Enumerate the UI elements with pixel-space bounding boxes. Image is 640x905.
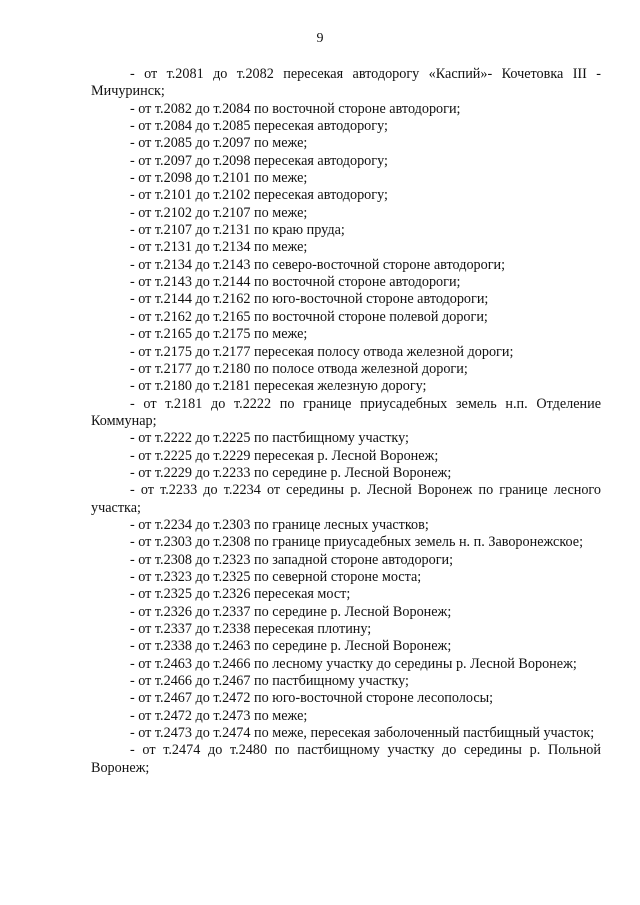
boundary-paragraph: - от т.2323 до т.2325 по северной стороне моста; xyxy=(130,568,422,585)
boundary-paragraph: - от т.2467 до т.2472 по юго-восточной стороне лесополосы; xyxy=(130,690,494,707)
boundary-paragraph: - от т.2082 до т.2084 по восточной стороне автодороги; xyxy=(130,100,461,117)
boundary-paragraph: - от т.2233 до т.2234 от середины р. Лесной Воронеж по границе лесного участка; xyxy=(91,482,601,516)
boundary-paragraph: - от т.2131 до т.2134 по меже; xyxy=(130,239,308,256)
boundary-paragraph: - от т.2303 до т.2308 по границе приусадебных земель н. п. Заворонежское; xyxy=(130,534,584,551)
boundary-paragraph: - от т.2081 до т.2082 пересекая автодорогу «Каспий»- Кочетовка III - Мичуринск; xyxy=(91,66,601,100)
boundary-paragraph: - от т.2134 до т.2143 по северо-восточной стороне автодороги; xyxy=(130,256,506,273)
boundary-paragraph: - от т.2326 до т.2337 по середине р. Лесной Воронеж; xyxy=(130,603,452,620)
document-body xyxy=(91,66,601,777)
boundary-paragraph: - от т.2102 до т.2107 по меже; xyxy=(130,204,308,221)
boundary-paragraph: - от т.2234 до т.2303 по границе лесных участков; xyxy=(130,516,429,533)
boundary-paragraph: - от т.2466 до т.2467 по пастбищному участку; xyxy=(130,673,409,690)
boundary-paragraph: - от т.2463 до т.2466 по лесному участку до середины р. Лесной Воронеж; xyxy=(130,655,577,672)
boundary-paragraph: - от т.2101 до т.2102 пересекая автодорогу; xyxy=(130,187,388,204)
boundary-paragraph: - от т.2177 до т.2180 по полосе отвода железной дороги; xyxy=(130,360,468,377)
boundary-paragraph: - от т.2222 до т.2225 по пастбищному участку; xyxy=(130,430,409,447)
boundary-paragraph: - от т.2162 до т.2165 по восточной стороне полевой дороги; xyxy=(130,308,488,325)
boundary-paragraph: - от т.2325 до т.2326 пересекая мост; xyxy=(130,586,351,603)
boundary-paragraph: - от т.2181 до т.2222 по границе приусадебных земель н.п. Отделение Коммунар; xyxy=(91,395,601,429)
boundary-paragraph: - от т.2084 до т.2085 пересекая автодорогу; xyxy=(130,118,388,135)
boundary-paragraph: - от т.2107 до т.2131 по краю пруда; xyxy=(130,222,345,239)
boundary-paragraph: - от т.2308 до т.2323 по западной стороне автодороги; xyxy=(130,551,454,568)
boundary-paragraph: - от т.2144 до т.2162 по юго-восточной стороне автодороги; xyxy=(130,291,489,308)
boundary-paragraph: - от т.2175 до т.2177 пересекая полосу отвода железной дороги; xyxy=(130,343,514,360)
boundary-paragraph: - от т.2180 до т.2181 пересекая железную дорогу; xyxy=(130,378,427,395)
boundary-paragraph: - от т.2473 до т.2474 по меже, пересекая заболоченный пастбищный участок; xyxy=(130,725,595,742)
boundary-paragraph: - от т.2085 до т.2097 по меже; xyxy=(130,135,308,152)
boundary-paragraph: - от т.2225 до т.2229 пересекая р. Лесной Воронеж; xyxy=(130,447,439,464)
boundary-paragraph: - от т.2098 до т.2101 по меже; xyxy=(130,170,308,187)
boundary-paragraph: - от т.2143 до т.2144 по восточной стороне автодороги; xyxy=(130,274,461,291)
boundary-paragraph: - от т.2165 до т.2175 по меже; xyxy=(130,326,308,343)
boundary-paragraph: - от т.2472 до т.2473 по меже; xyxy=(130,707,308,724)
page-number: 9 xyxy=(316,31,324,46)
boundary-paragraph: - от т.2474 до т.2480 по пастбищному участку до середины р. Польной Воронеж; xyxy=(91,742,601,776)
boundary-paragraph: - от т.2338 до т.2463 по середине р. Лесной Воронеж; xyxy=(130,638,452,655)
boundary-paragraph: - от т.2097 до т.2098 пересекая автодорогу; xyxy=(130,152,388,169)
boundary-paragraph: - от т.2337 до т.2338 пересекая плотину; xyxy=(130,621,372,637)
boundary-paragraph: - от т.2229 до т.2233 по середине р. Лесной Воронеж; xyxy=(130,464,452,481)
